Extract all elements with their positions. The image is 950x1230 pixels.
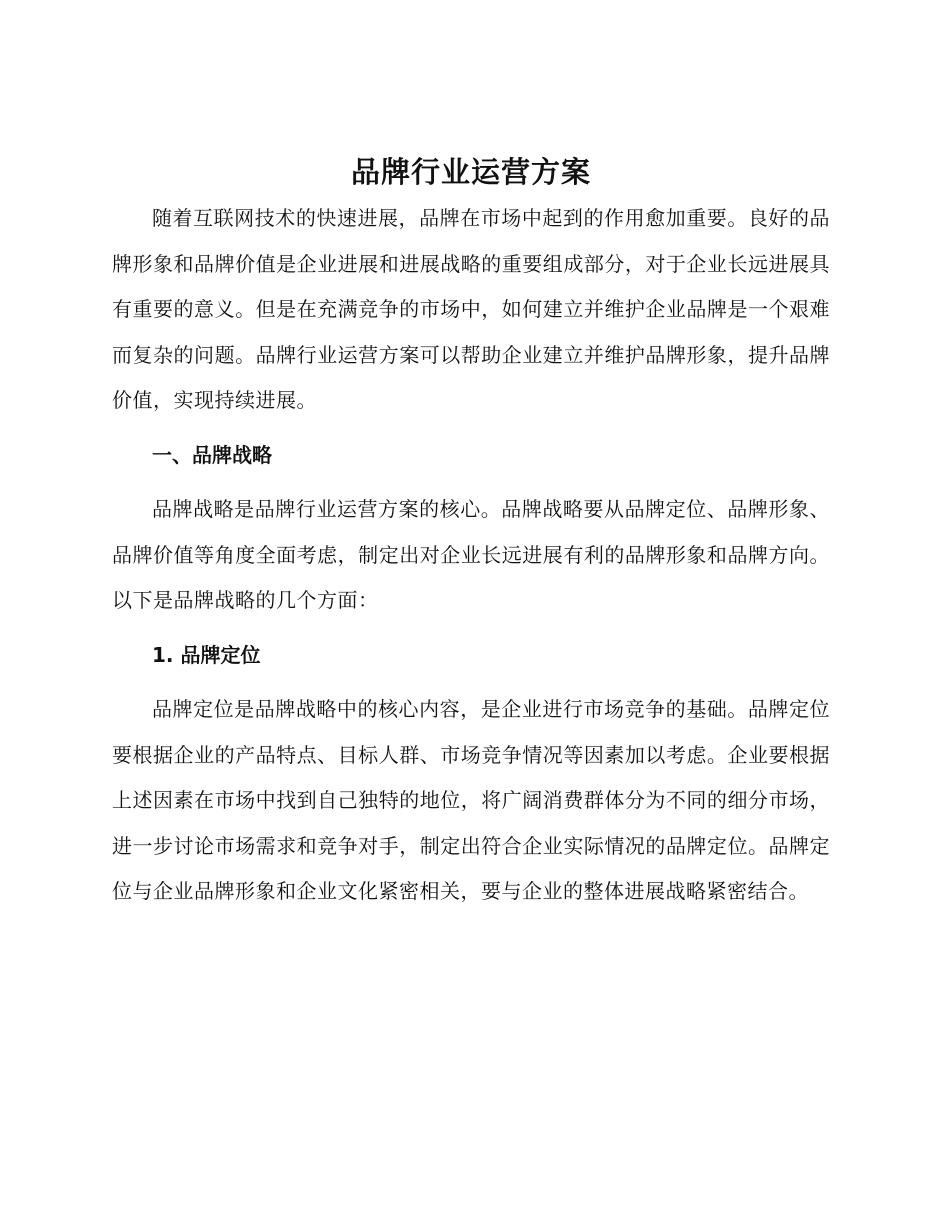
document-title: 品牌行业运营方案 [350, 155, 591, 189]
document-page [112, 150, 830, 915]
subsection-heading-brand-positioning: 1. 品牌定位 [152, 642, 261, 667]
intro-paragraph: 随着互联网技术的快速进展，品牌在市场中起到的作用愈加重要。良好的品牌形象和品牌价值是企业进展和进展战略的重要组成部分，对于企业长远进展具有重要的意义。但是在充满竞争的市场中，如何建立并维护企业品牌是一个艰难而复杂的问题。品牌行业运营方案可以帮助企业建立并维护品牌形象，提升品牌价值，实现持续进展。 [112, 206, 830, 412]
brand-strategy-paragraph: 品牌战略是品牌行业运营方案的核心。品牌战略要从品牌定位、品牌形象、品牌价值等角度全面考虑，制定出对企业长远进展有利的品牌形象和品牌方向。以下是品牌战略的几个方面： [112, 497, 830, 612]
brand-positioning-paragraph: 品牌定位是品牌战略中的核心内容，是企业进行市场竞争的基础。品牌定位要根据企业的产品特点、目标人群、市场竞争情况等因素加以考虑。企业要根据上述因素在市场中找到自己独特的地位，将广阔消费群体分为不同的细分市场，进一步讨论市场需求和竞争对手，制定出符合企业实际情况的品牌定位。品牌定位与企业品牌形象和企业文化紧密相关，要与企业的整体进展战略紧密结合。 [112, 697, 830, 903]
section-heading-brand-strategy: 一、品牌战略 [152, 442, 272, 467]
